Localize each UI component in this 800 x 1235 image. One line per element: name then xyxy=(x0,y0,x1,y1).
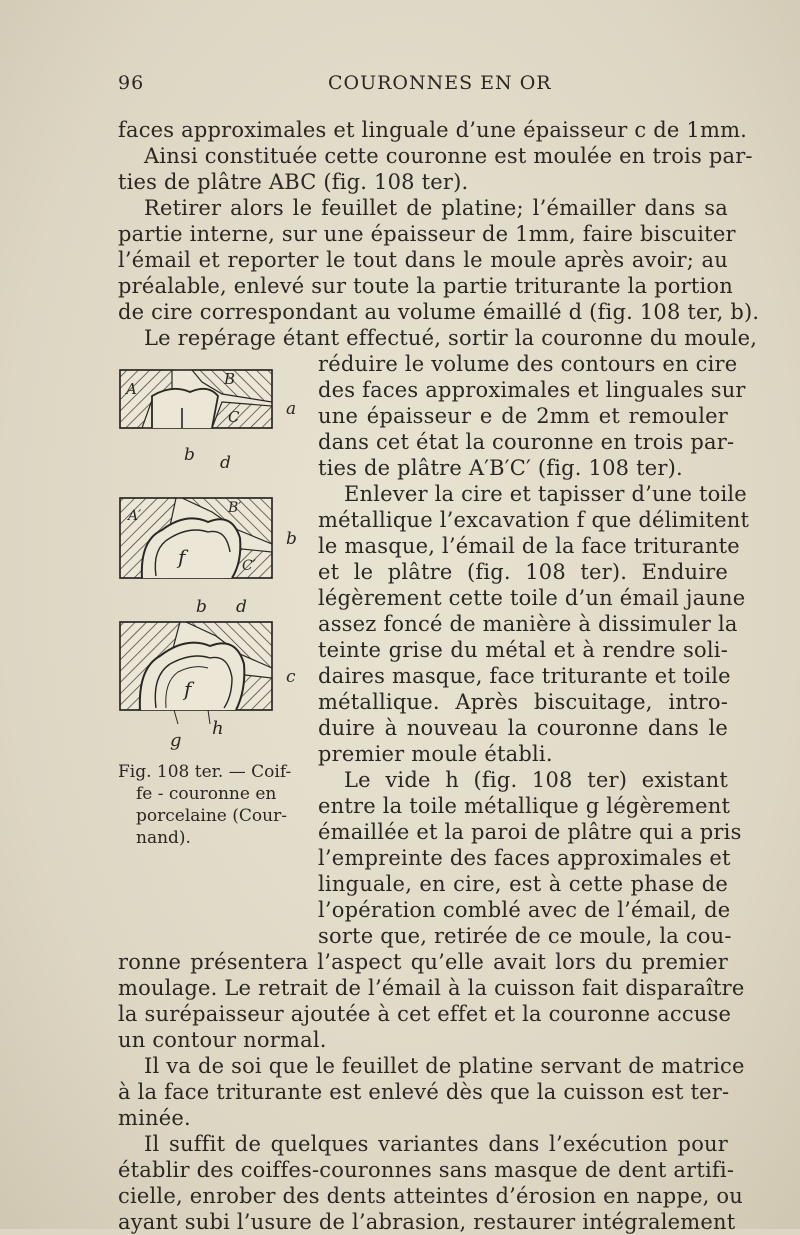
text-line: Enlever la cire et tapisser d’une toile xyxy=(344,482,747,506)
text-line: la surépaisseur ajoutée à cet effet et la couronne accuse xyxy=(118,1002,732,1026)
page-header xyxy=(118,72,728,100)
text-line: métallique. Après biscuitage, intro- xyxy=(318,690,728,714)
text-line: de cire correspondant au volume émaillé d (fig. 108 ter, b). xyxy=(118,300,760,324)
text-line: établir des coiffes-couronnes sans masque de dent artifi- xyxy=(118,1158,735,1182)
text-line: cielle, enrober des dents atteintes d’érosion en nappe, ou xyxy=(118,1184,743,1208)
label-g: g xyxy=(170,730,182,751)
page-number: 96 xyxy=(118,72,145,94)
text-line: à la face triturante est enlevé dès que la cuisson est ter- xyxy=(118,1080,730,1104)
text-line: faces approximales et linguale d’une épaisseur c de 1mm. xyxy=(118,118,748,142)
text-line: métallique l’excavation f que délimitent xyxy=(318,508,750,532)
figure-panel-c xyxy=(120,622,296,751)
figure-caption-line: Fig. 108 ter. — Coif- xyxy=(118,762,292,782)
label-C1: C′ xyxy=(242,558,256,574)
label-h: h xyxy=(212,718,224,739)
text-line: daires masque, face triturante et toile xyxy=(318,664,731,688)
text-line: ties de plâtre A′B′C′ (fig. 108 ter). xyxy=(318,456,683,480)
figure-panel-a xyxy=(120,370,296,473)
text-line: un contour normal. xyxy=(118,1028,327,1052)
text-line: Il va de soi que le feuillet de platine servant de matrice xyxy=(144,1054,745,1078)
text-line: ronne présentera l’aspect qu’elle avait lors du premier xyxy=(118,950,728,974)
figure-caption-line: porcelaine (Cour- xyxy=(136,806,287,826)
text-line: l’opération comblé avec de l’émail, de xyxy=(318,898,731,922)
text-line: Le repérage étant effectué, sortir la couronne du moule, xyxy=(144,326,758,350)
text-line: Retirer alors le feuillet de platine; l’émailler dans sa xyxy=(144,196,728,220)
text-line: premier moule établi. xyxy=(318,742,553,766)
label-panel-c: c xyxy=(286,667,296,687)
text-line: préalable, enlevé sur toute la partie triturante la portion xyxy=(118,274,733,298)
label-panel-a: a xyxy=(286,399,297,419)
text-line: partie interne, sur une épaisseur de 1mm, faire biscuiter xyxy=(118,222,736,246)
text-line: Il suffit de quelques variantes dans l’exécution pour xyxy=(144,1132,728,1156)
text-line: teinte grise du métal et à rendre soli- xyxy=(318,638,728,662)
figure-panel-b xyxy=(120,498,297,617)
text-line: Ainsi constituée cette couronne est moulée en trois par- xyxy=(144,144,753,168)
figure-108-ter xyxy=(112,362,300,757)
figure-caption-line: nand). xyxy=(136,828,191,848)
running-title: COURONNES EN OR xyxy=(328,72,552,94)
text-line: l’empreinte des faces approximales et xyxy=(318,846,731,870)
label-B: B xyxy=(224,370,236,388)
text-line: duire à nouveau la couronne dans le xyxy=(318,716,728,740)
text-line: et le plâtre (fig. 108 ter). Enduire xyxy=(318,560,728,584)
text-line: réduire le volume des contours en cire xyxy=(318,352,738,376)
text-line: l’émail et reporter le tout dans le moule après avoir; au xyxy=(118,248,728,272)
text-line: le masque, l’émail de la face triturante xyxy=(318,534,740,558)
label-f-b: f xyxy=(178,545,186,569)
text-line: des faces approximales et linguales sur xyxy=(318,378,746,402)
label-A1: A′ xyxy=(128,508,142,524)
label-C: C xyxy=(228,408,240,426)
text-line: dans cet état la couronne en trois par- xyxy=(318,430,735,454)
text-line: une épaisseur e de 2mm et remouler xyxy=(318,404,728,428)
text-line: Le vide h (fig. 108 ter) existant xyxy=(344,768,728,792)
label-d-a: d xyxy=(220,453,231,473)
label-panel-b: b xyxy=(286,529,297,549)
text-line: moulage. Le retrait de l’émail à la cuisson fait disparaître xyxy=(118,976,745,1000)
label-B1: B′ xyxy=(228,500,242,516)
text-line: ayant subi l’usure de l’abrasion, restaurer intégralement xyxy=(118,1210,736,1234)
text-line: linguale, en cire, est à cette phase de xyxy=(318,872,728,896)
text-line: entre la toile métallique g légèrement xyxy=(318,794,731,818)
text-line: émaillée et la paroi de plâtre qui a pris xyxy=(318,820,742,844)
text-line: assez foncé de manière à dissimuler la xyxy=(318,612,738,636)
label-d-b: d xyxy=(236,597,247,617)
label-f-c: f xyxy=(184,677,192,701)
crown-mould-illustration xyxy=(112,362,300,757)
label-b-b: b xyxy=(196,597,207,617)
text-line: légèrement cette toile d’un émail jaune xyxy=(318,586,746,610)
text-line: ties de plâtre ABC (fig. 108 ter). xyxy=(118,170,469,194)
figure-caption-line: fe - couronne en xyxy=(136,784,277,804)
text-line: sorte que, retirée de ce moule, la cou- xyxy=(318,924,732,948)
text-line: minée. xyxy=(118,1106,191,1130)
label-A: A xyxy=(126,380,137,398)
label-b-a: b xyxy=(184,445,195,465)
